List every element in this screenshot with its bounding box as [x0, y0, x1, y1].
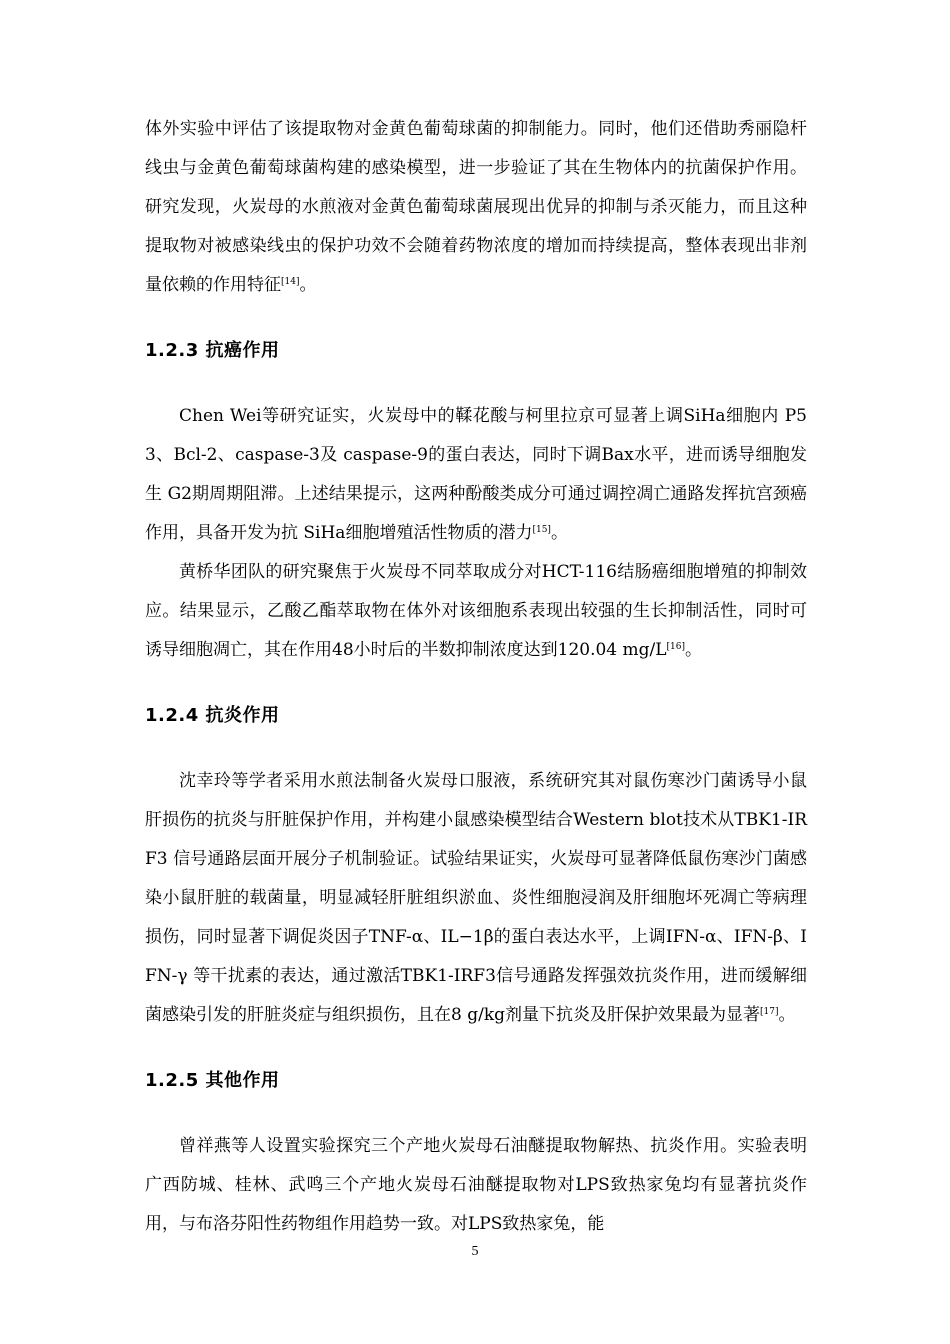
paragraph-end: 。	[685, 640, 703, 660]
paragraph-chen-wei	[145, 397, 807, 553]
paragraph-text: 曾祥燕等人设置实验探究三个产地火炭母石油醚提取物解热、抗炎作用。实验表明广西防城、桂林、武鸣三个产地火炭母石油醚提取物对LPS致热家兔均有显著抗炎作用，与布洛芬阳性药物组作用趋势一致。对LPS致热家兔，能	[145, 1136, 807, 1234]
paragraph-text: 体外实验中评估了该提取物对金黄色葡萄球菌的抑制能力。同时，他们还借助秀丽隐杆线虫与金黄色葡萄球菌构建的感染模型，进一步验证了其在生物体内的抗菌保护作用。研究发现，火炭母的水煎液对金黄色葡萄球菌展现出优异的抑制与杀灭能力，而且这种提取物对被感染线虫的保护功效不会随着药物浓度的增加而持续提高，整体表现出非剂量依赖的作用特征	[145, 119, 807, 295]
citation-ref: [14]	[281, 277, 300, 287]
paragraph-end: 。	[299, 275, 317, 295]
page-number: 5	[471, 1244, 479, 1259]
citation-ref: [15]	[532, 525, 551, 535]
paragraph-text: Chen Wei等研究证实，火炭母中的鞣花酸与柯里拉京可显著上调SiHa细胞内 P53、Bcl-2、caspase-3及 caspase-9的蛋白表达，同时下调Bax水平，进而诱导细胞发生 G2期周期阻滞。上述结果提示，这两种酚酸类成分可通过调控凋亡通路发挥抗宫颈癌作用，具备开发为抗 SiHa细胞增殖活性物质的潜力	[145, 406, 807, 543]
paragraph-antibacterial-continued	[145, 110, 807, 305]
paragraph-antipyretic	[145, 1127, 807, 1244]
page-body	[145, 110, 807, 1244]
paragraph-end: 。	[550, 523, 568, 543]
section-heading-other-effects: 1.2.5 其他作用	[145, 1070, 280, 1091]
paragraph-end: 。	[778, 1005, 796, 1025]
paragraph-hct116	[145, 553, 807, 670]
paragraph-text: 黄桥华团队的研究聚焦于火炭母不同萃取成分对HCT-116结肠癌细胞增殖的抑制效应。结果显示，乙酸乙酯萃取物在体外对该细胞系表现出较强的生长抑制活性，同时可诱导细胞凋亡，其在作用48小时后的半数抑制浓度达到120.04 mg/L	[145, 562, 807, 660]
section-heading-anti-inflammatory: 1.2.4 抗炎作用	[145, 705, 280, 726]
citation-ref: [16]	[666, 642, 686, 652]
paragraph-liver-protection	[145, 762, 807, 1035]
citation-ref: [17]	[760, 1007, 779, 1017]
paragraph-text: 沈幸玲等学者采用水煎法制备火炭母口服液，系统研究其对鼠伤寒沙门菌诱导小鼠肝损伤的抗炎与肝脏保护作用，并构建小鼠感染模型结合Western blot技术从TBK1-IRF3 信号通路层面开展分子机制验证。试验结果证实，火炭母可显著降低鼠伤寒沙门菌感染小鼠肝脏的载菌量，明显减轻肝脏组织淤血、炎性细胞浸润及肝细胞坏死凋亡等病理损伤，同时显著下调促炎因子TNF-α、IL−1β的蛋白表达水平，上调IFN-α、IFN-β、IFN-γ 等干扰素的表达，通过激活TBK1-IRF3信号通路发挥强效抗炎作用，进而缓解细菌感染引发的肝脏炎症与组织损伤，且在8 g/kg剂量下抗炎及肝保护效果最为显著	[145, 771, 807, 1025]
section-heading-anticancer: 1.2.3 抗癌作用	[145, 340, 280, 361]
